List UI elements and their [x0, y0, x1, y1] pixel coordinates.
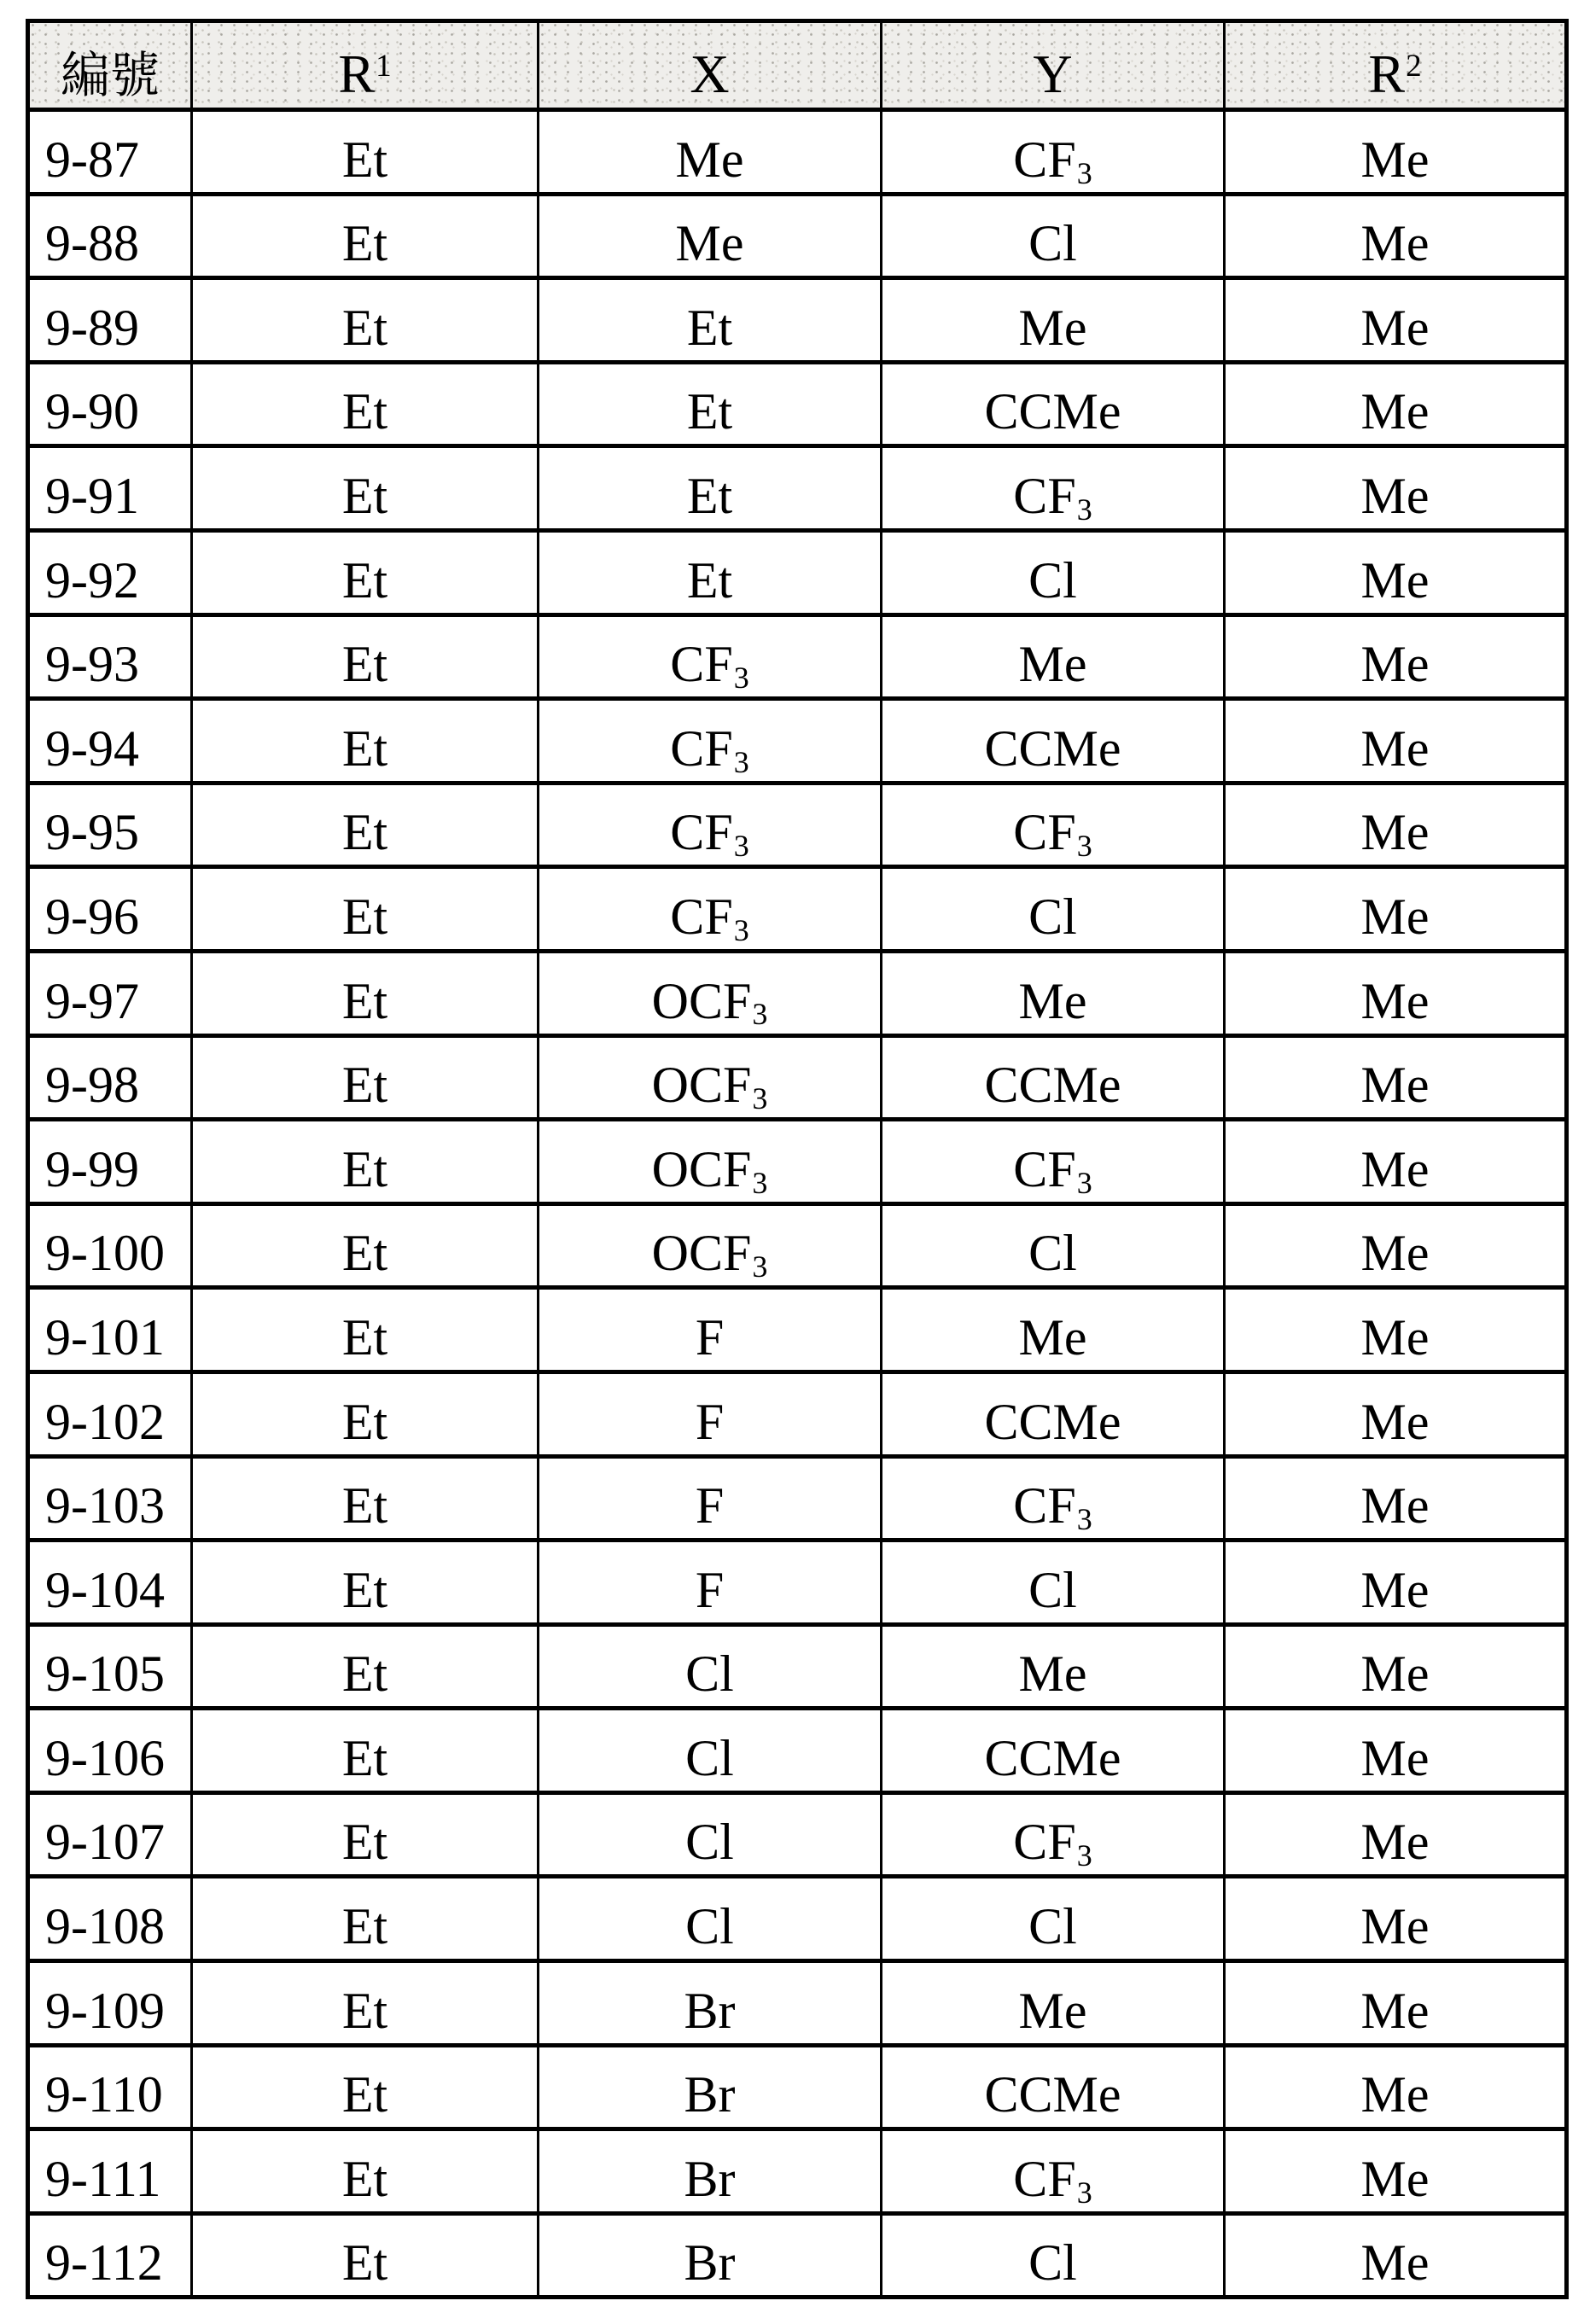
cell-x: Et — [539, 362, 882, 446]
cell-y: Cl — [882, 530, 1225, 614]
cell-x: Br — [539, 2213, 882, 2298]
cell-id: 9-108 — [28, 1877, 192, 1961]
cell-x: Cl — [539, 1877, 882, 1961]
cell-x: $OCF_3$ — [539, 951, 882, 1035]
cell-r1: Et — [192, 1035, 539, 1120]
cell-x: Cl — [539, 1624, 882, 1709]
cell-id: 9-103 — [28, 1456, 192, 1541]
cell-r1: Et — [192, 951, 539, 1035]
cell-r2: Me — [1225, 867, 1567, 952]
cell-id: 9-97 — [28, 951, 192, 1035]
table-row — [28, 699, 1567, 783]
cell-r2: Me — [1225, 951, 1567, 1035]
table-row — [28, 110, 1567, 195]
cell-r1: Et — [192, 1541, 539, 1625]
header-cell-r2: $R^2$ — [1225, 21, 1567, 110]
cell-r2: Me — [1225, 614, 1567, 699]
cell-x: Br — [539, 2045, 882, 2129]
cell-y: CCMe — [882, 1035, 1225, 1120]
cell-x: F — [539, 1541, 882, 1625]
cell-x: Me — [539, 194, 882, 278]
table-row — [28, 1709, 1567, 1793]
cell-r2: Me — [1225, 1961, 1567, 2046]
cell-id: 9-95 — [28, 783, 192, 867]
cell-r1: Et — [192, 2213, 539, 2298]
table-row — [28, 1792, 1567, 1877]
table-row — [28, 1541, 1567, 1625]
cell-id: 9-105 — [28, 1624, 192, 1709]
cell-r1: Et — [192, 1709, 539, 1793]
cell-r1: Et — [192, 699, 539, 783]
cell-r2: Me — [1225, 1792, 1567, 1877]
cell-y: CCMe — [882, 1709, 1225, 1793]
cell-id: 9-112 — [28, 2213, 192, 2298]
cell-y: $CF_3$ — [882, 783, 1225, 867]
table-row — [28, 1120, 1567, 1204]
cell-y: Cl — [882, 1203, 1225, 1288]
cell-y: Cl — [882, 194, 1225, 278]
table-row — [28, 614, 1567, 699]
cell-id: 9-106 — [28, 1709, 192, 1793]
cell-r1: Et — [192, 867, 539, 952]
table-header — [28, 21, 1567, 110]
cell-r1: Et — [192, 446, 539, 531]
table-row — [28, 951, 1567, 1035]
cell-r1: Et — [192, 530, 539, 614]
cell-r1: Et — [192, 1203, 539, 1288]
cell-r1: Et — [192, 1877, 539, 1961]
cell-y: Cl — [882, 867, 1225, 952]
cell-x: Cl — [539, 1709, 882, 1793]
cell-r2: Me — [1225, 1203, 1567, 1288]
table-body — [28, 110, 1567, 2298]
table-row — [28, 1961, 1567, 2046]
cell-y: $CF_3$ — [882, 1792, 1225, 1877]
table-row — [28, 1372, 1567, 1456]
cell-r1: Et — [192, 278, 539, 363]
cell-x: F — [539, 1288, 882, 1372]
header-cell-r1: $R^1$ — [192, 21, 539, 110]
cell-x: Cl — [539, 1792, 882, 1877]
cell-id: 9-88 — [28, 194, 192, 278]
header-cell-id: 編號 — [28, 21, 192, 110]
table-row — [28, 530, 1567, 614]
table-row — [28, 194, 1567, 278]
cell-y: CCMe — [882, 2045, 1225, 2129]
cell-r2: Me — [1225, 2213, 1567, 2298]
cell-r2: Me — [1225, 1709, 1567, 1793]
cell-id: 9-91 — [28, 446, 192, 531]
cell-y: $CF_3$ — [882, 2129, 1225, 2214]
cell-r1: Et — [192, 110, 539, 195]
table-row — [28, 783, 1567, 867]
table-row — [28, 2213, 1567, 2298]
table-row — [28, 1456, 1567, 1541]
cell-y: Me — [882, 278, 1225, 363]
table-row — [28, 278, 1567, 363]
table-row — [28, 2129, 1567, 2214]
cell-y: Me — [882, 1288, 1225, 1372]
cell-x: Et — [539, 530, 882, 614]
table-row — [28, 1624, 1567, 1709]
cell-id: 9-93 — [28, 614, 192, 699]
cell-x: $CF_3$ — [539, 699, 882, 783]
cell-y: Cl — [882, 1877, 1225, 1961]
cell-id: 9-87 — [28, 110, 192, 195]
cell-r1: Et — [192, 1456, 539, 1541]
cell-x: Me — [539, 110, 882, 195]
cell-x: $OCF_3$ — [539, 1203, 882, 1288]
cell-r1: Et — [192, 2129, 539, 2214]
cell-id: 9-98 — [28, 1035, 192, 1120]
cell-r1: Et — [192, 2045, 539, 2129]
cell-id: 9-111 — [28, 2129, 192, 2214]
cell-r2: Me — [1225, 783, 1567, 867]
cell-id: 9-101 — [28, 1288, 192, 1372]
cell-x: $OCF_3$ — [539, 1035, 882, 1120]
cell-y: Me — [882, 1624, 1225, 1709]
cell-r1: Et — [192, 1372, 539, 1456]
cell-y: Cl — [882, 1541, 1225, 1625]
cell-id: 9-92 — [28, 530, 192, 614]
cell-r2: Me — [1225, 2129, 1567, 2214]
cell-r2: Me — [1225, 699, 1567, 783]
table-row — [28, 1035, 1567, 1120]
cell-id: 9-89 — [28, 278, 192, 363]
cell-y: Me — [882, 1961, 1225, 2046]
cell-r1: Et — [192, 1792, 539, 1877]
cell-x: $CF_3$ — [539, 783, 882, 867]
cell-x: F — [539, 1456, 882, 1541]
cell-r1: Et — [192, 1624, 539, 1709]
cell-r2: Me — [1225, 1541, 1567, 1625]
cell-id: 9-107 — [28, 1792, 192, 1877]
cell-y: $CF_3$ — [882, 446, 1225, 531]
table-row — [28, 1288, 1567, 1372]
table-row — [28, 446, 1567, 531]
cell-r1: Et — [192, 1288, 539, 1372]
cell-r2: Me — [1225, 1372, 1567, 1456]
cell-r2: Me — [1225, 110, 1567, 195]
table-row — [28, 362, 1567, 446]
cell-x: Br — [539, 1961, 882, 2046]
cell-id: 9-102 — [28, 1372, 192, 1456]
cell-r2: Me — [1225, 530, 1567, 614]
cell-id: 9-104 — [28, 1541, 192, 1625]
table-row — [28, 2045, 1567, 2129]
header-row — [28, 21, 1567, 110]
cell-r2: Me — [1225, 1288, 1567, 1372]
cell-r2: Me — [1225, 1877, 1567, 1961]
header-cell-y: Y — [882, 21, 1225, 110]
cell-y: Cl — [882, 2213, 1225, 2298]
cell-r1: Et — [192, 362, 539, 446]
header-cell-x: X — [539, 21, 882, 110]
cell-x: $OCF_3$ — [539, 1120, 882, 1204]
cell-y: CCMe — [882, 1372, 1225, 1456]
cell-r1: Et — [192, 614, 539, 699]
cell-r2: Me — [1225, 2045, 1567, 2129]
cell-id: 9-110 — [28, 2045, 192, 2129]
cell-r2: Me — [1225, 446, 1567, 531]
cell-r2: Me — [1225, 278, 1567, 363]
cell-x: Et — [539, 278, 882, 363]
cell-id: 9-96 — [28, 867, 192, 952]
table-row — [28, 1203, 1567, 1288]
cell-y: $CF_3$ — [882, 1120, 1225, 1204]
cell-r1: Et — [192, 783, 539, 867]
cell-r2: Me — [1225, 362, 1567, 446]
cell-id: 9-100 — [28, 1203, 192, 1288]
cell-r1: Et — [192, 1120, 539, 1204]
cell-id: 9-94 — [28, 699, 192, 783]
cell-y: CCMe — [882, 362, 1225, 446]
table-row — [28, 867, 1567, 952]
cell-y: $CF_3$ — [882, 1456, 1225, 1541]
cell-id: 9-90 — [28, 362, 192, 446]
cell-r2: Me — [1225, 194, 1567, 278]
compound-table — [26, 19, 1569, 2299]
cell-y: CCMe — [882, 699, 1225, 783]
cell-r1: Et — [192, 194, 539, 278]
cell-y: Me — [882, 614, 1225, 699]
cell-y: $CF_3$ — [882, 110, 1225, 195]
cell-x: Br — [539, 2129, 882, 2214]
cell-r2: Me — [1225, 1624, 1567, 1709]
cell-id: 9-99 — [28, 1120, 192, 1204]
cell-x: Et — [539, 446, 882, 531]
cell-r1: Et — [192, 1961, 539, 2046]
cell-x: F — [539, 1372, 882, 1456]
cell-r2: Me — [1225, 1035, 1567, 1120]
cell-id: 9-109 — [28, 1961, 192, 2046]
cell-r2: Me — [1225, 1120, 1567, 1204]
cell-x: $CF_3$ — [539, 867, 882, 952]
table-row — [28, 1877, 1567, 1961]
cell-x: $CF_3$ — [539, 614, 882, 699]
cell-r2: Me — [1225, 1456, 1567, 1541]
cell-y: Me — [882, 951, 1225, 1035]
